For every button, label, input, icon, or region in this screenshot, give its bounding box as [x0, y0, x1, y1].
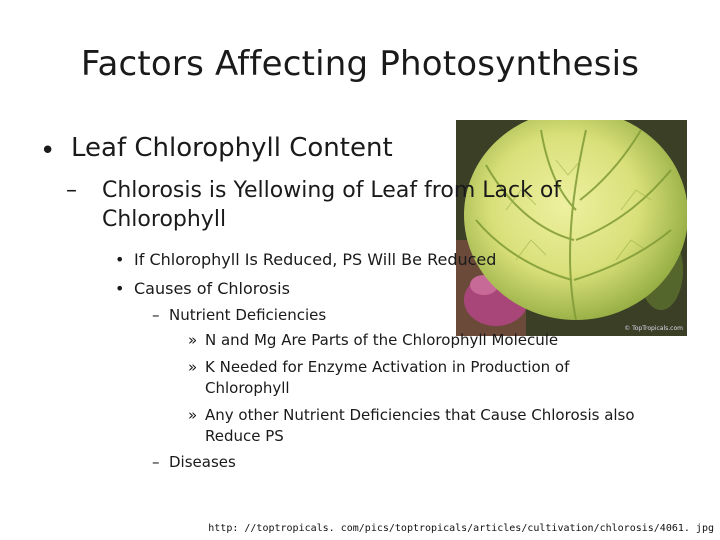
- slide-title: Factors Affecting Photosynthesis: [80, 44, 640, 84]
- bullet-ps-reduced: If Chlorophyll Is Reduced, PS Will Be Reduced: [134, 250, 497, 269]
- bullet-k-line2: Chlorophyll: [205, 379, 290, 397]
- sub-bullet-marker: »: [188, 331, 198, 349]
- bullet-n-mg: N and Mg Are Parts of the Chlorophyll Molecule: [205, 331, 559, 349]
- bullet-nutrient-deficiencies: Nutrient Deficiencies: [169, 306, 327, 324]
- bullet-diseases: Diseases: [169, 453, 236, 471]
- sub-bullet-marker: »: [188, 406, 198, 424]
- sub-bullet-marker: »: [188, 358, 198, 376]
- source-url: http: //toptropicals. com/pics/toptropicals/articles/cultivation/chlorosis/4061. jpg: [208, 523, 714, 534]
- dash-marker: –: [152, 453, 160, 471]
- bullet-marker: •: [40, 136, 56, 166]
- chlorotic-leaf-photo: [456, 120, 687, 336]
- dash-marker: –: [66, 178, 77, 203]
- bullet-leaf-chlorophyll: Leaf Chlorophyll Content: [71, 133, 393, 163]
- bullet-other-line2: Reduce PS: [205, 427, 284, 445]
- bullet-other-line1: Any other Nutrient Deficiencies that Cause Chlorosis also: [205, 406, 635, 424]
- bullet-chlorosis-line1: Chlorosis is Yellowing of Leaf from Lack of: [102, 178, 562, 203]
- bullet-marker: •: [115, 279, 125, 298]
- bullet-k-line1: K Needed for Enzyme Activation in Production of: [205, 358, 570, 376]
- photo-watermark: © TopTropicals.com: [624, 325, 683, 332]
- bullet-chlorosis-line2: Chlorophyll: [102, 207, 227, 232]
- bullet-causes: Causes of Chlorosis: [134, 279, 290, 298]
- dash-marker: –: [152, 306, 160, 324]
- bullet-marker: •: [115, 250, 125, 269]
